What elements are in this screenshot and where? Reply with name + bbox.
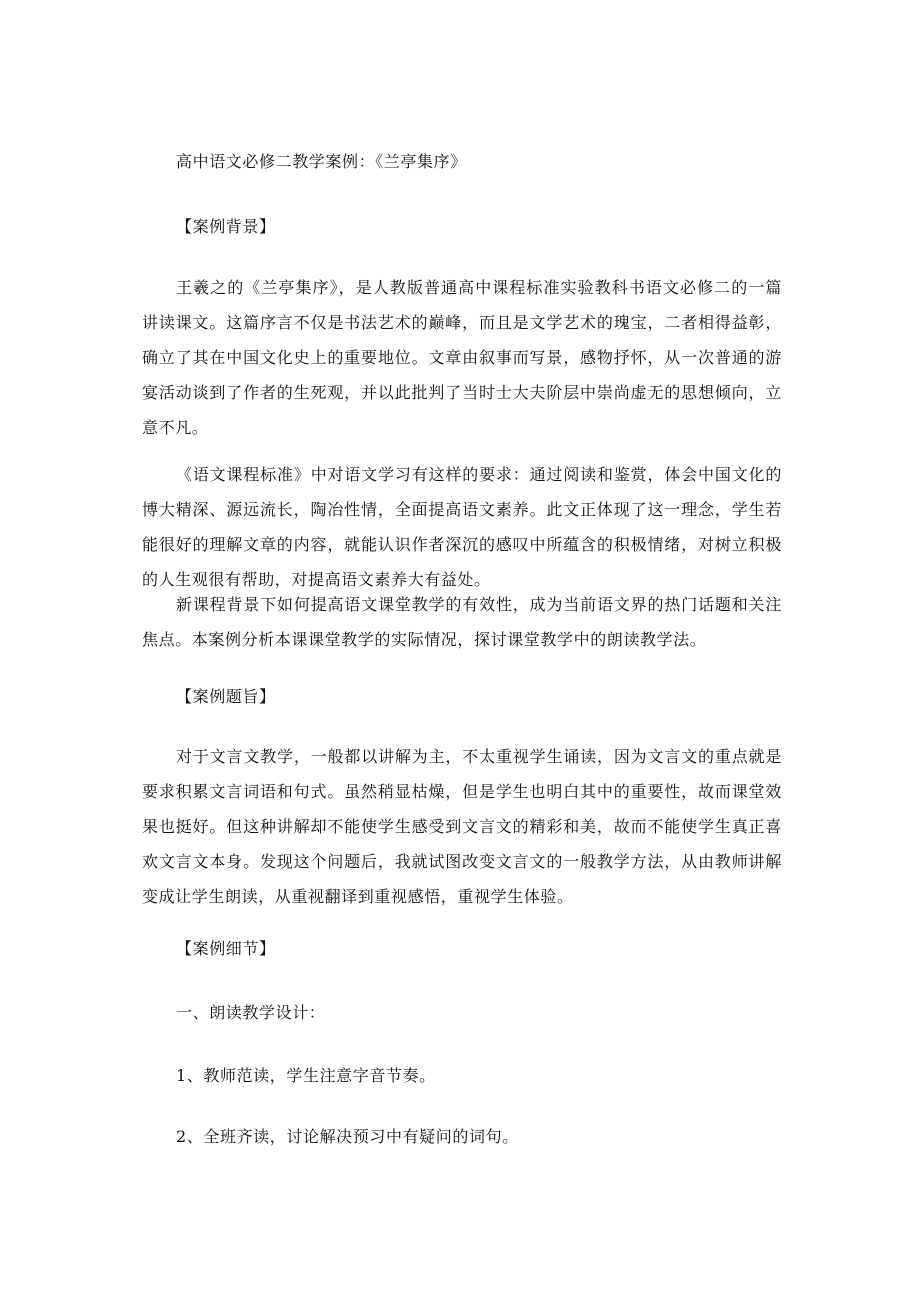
- detail-item-2: 2、全班齐读，讨论解决预习中有疑问的词句。: [176, 1127, 519, 1146]
- detail-item-design: 一、朗读教学设计：: [176, 1003, 326, 1022]
- section-heading-detail: 【案例细节】: [176, 939, 276, 958]
- document-title: 高中语文必修二教学案例：《兰亭集序》: [176, 152, 467, 171]
- section-heading-background: 【案例背景】: [176, 217, 276, 236]
- background-paragraph-3: 新课程背景下如何提高语文课堂教学的有效性，成为当前语文界的热门话题和关注焦点。本案例分析本课课堂教学的实际情况，探讨课堂教学中的朗读教学法。: [142, 595, 782, 649]
- background-paragraph-2: 《语文课程标准》中对语文学习有这样的要求：通过阅读和鉴赏，体会中国文化的博大精深、源远流长，陶冶性情，全面提高语文素养。此文正体现了这一理念，学生若能很好的理解文章的内容，就能认识作者深沉的感叹中所蕴含的积极情绪，对树立积极的人生观很有帮助，对提高语文素养大有益处。: [142, 465, 782, 589]
- section-heading-theme: 【案例题旨】: [176, 687, 276, 706]
- theme-paragraph-1: 对于文言文教学，一般都以讲解为主，不太重视学生诵读，因为文言文的重点就是要求积累文言词语和句式。虽然稍显枯燥，但是学生也明白其中的重要性，故而课堂效果也挺好。但这种讲解却不能使学生感受到文言文的精彩和美，故而不能使学生真正喜欢文言文本身。发现这个问题后，我就试图改变文言文的一般教学方法，从由教师讲解变成让学生朗读，从重视翻译到重视感悟，重视学生体验。: [142, 747, 782, 906]
- background-paragraph-1: 王羲之的《兰亭集序》，是人教版普通高中课程标准实验教科书语文必修二的一篇讲读课文。这篇序言不仅是书法艺术的巅峰，而且是文学艺术的瑰宝，二者相得益彰，确立了其在中国文化史上的重要地位。文章由叙事而写景，感物抒怀，从一次普通的游宴活动谈到了作者的生死观，并以此批判了当时士大夫阶层中崇尚虚无的思想倾向，立意不凡。: [142, 278, 782, 437]
- detail-item-1: 1、教师范读，学生注意字音节奏。: [176, 1066, 436, 1085]
